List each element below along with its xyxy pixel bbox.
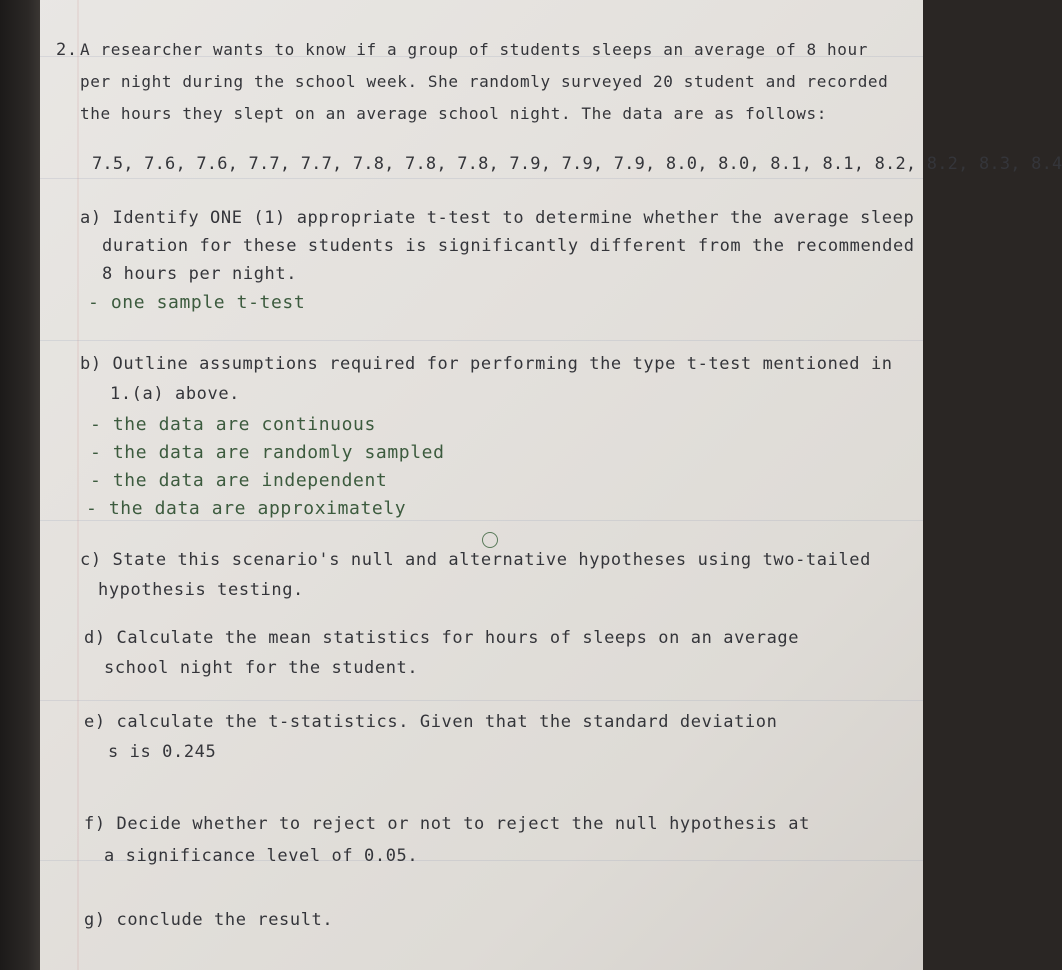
part-d-line-2: school night for the student. <box>104 658 419 678</box>
part-b-answer-1: - the data are continuous <box>90 414 376 435</box>
part-a-line-1: a) Identify ONE (1) appropriate t-test to determine whether the average sleep <box>80 208 915 228</box>
ruled-line <box>40 178 923 179</box>
part-f-line-2: a significance level of 0.05. <box>104 846 419 866</box>
question-line-2: per night during the school week. She randomly surveyed 20 student and recorded <box>80 72 889 91</box>
margin-line <box>77 0 79 970</box>
part-d-line-1: d) Calculate the mean statistics for hours of sleeps on an average <box>84 628 800 648</box>
question-number: 2. <box>56 40 78 60</box>
part-e-line-2: s is 0.245 <box>108 742 217 762</box>
part-c-line-1: c) State this scenario's null and alternative hypotheses using two-tailed <box>80 550 871 570</box>
part-b-answer-4: - the data are approximately <box>86 498 407 519</box>
ruled-line <box>40 520 923 521</box>
pen-circle-mark <box>482 532 498 548</box>
notebook-binding <box>0 0 40 970</box>
part-a-line-2: duration for these students is significantly different from the recommended <box>102 236 915 256</box>
part-a-line-3: 8 hours per night. <box>102 264 298 284</box>
part-b-answer-2: - the data are randomly sampled <box>90 442 445 463</box>
ruled-line <box>40 700 923 701</box>
ruled-line <box>40 340 923 341</box>
data-values: 7.5, 7.6, 7.6, 7.7, 7.7, 7.8, 7.8, 7.8, 7.9, 7.9, 7.9, 8.0, 8.0, 8.1, 8.1, 8.2, 8.2, 8.3, 8.4 <box>92 154 1062 174</box>
part-a-answer: - one sample t-test <box>88 292 306 313</box>
part-b-answer-3: - the data are independent <box>90 470 388 491</box>
part-g-line-1: g) conclude the result. <box>84 910 334 930</box>
part-b-line-2: 1.(a) above. <box>110 384 241 404</box>
part-e-line-1: e) calculate the t-statistics. Given that the standard deviation <box>84 712 778 732</box>
part-f-line-1: f) Decide whether to reject or not to reject the null hypothesis at <box>84 814 810 834</box>
part-b-line-1: b) Outline assumptions required for performing the type t-test mentioned in <box>80 354 893 374</box>
question-line-3: the hours they slept on an average school night. The data are as follows: <box>80 104 827 123</box>
question-line-1: A researcher wants to know if a group of students sleeps an average of 8 hour <box>80 40 868 59</box>
part-c-line-2: hypothesis testing. <box>98 580 304 600</box>
